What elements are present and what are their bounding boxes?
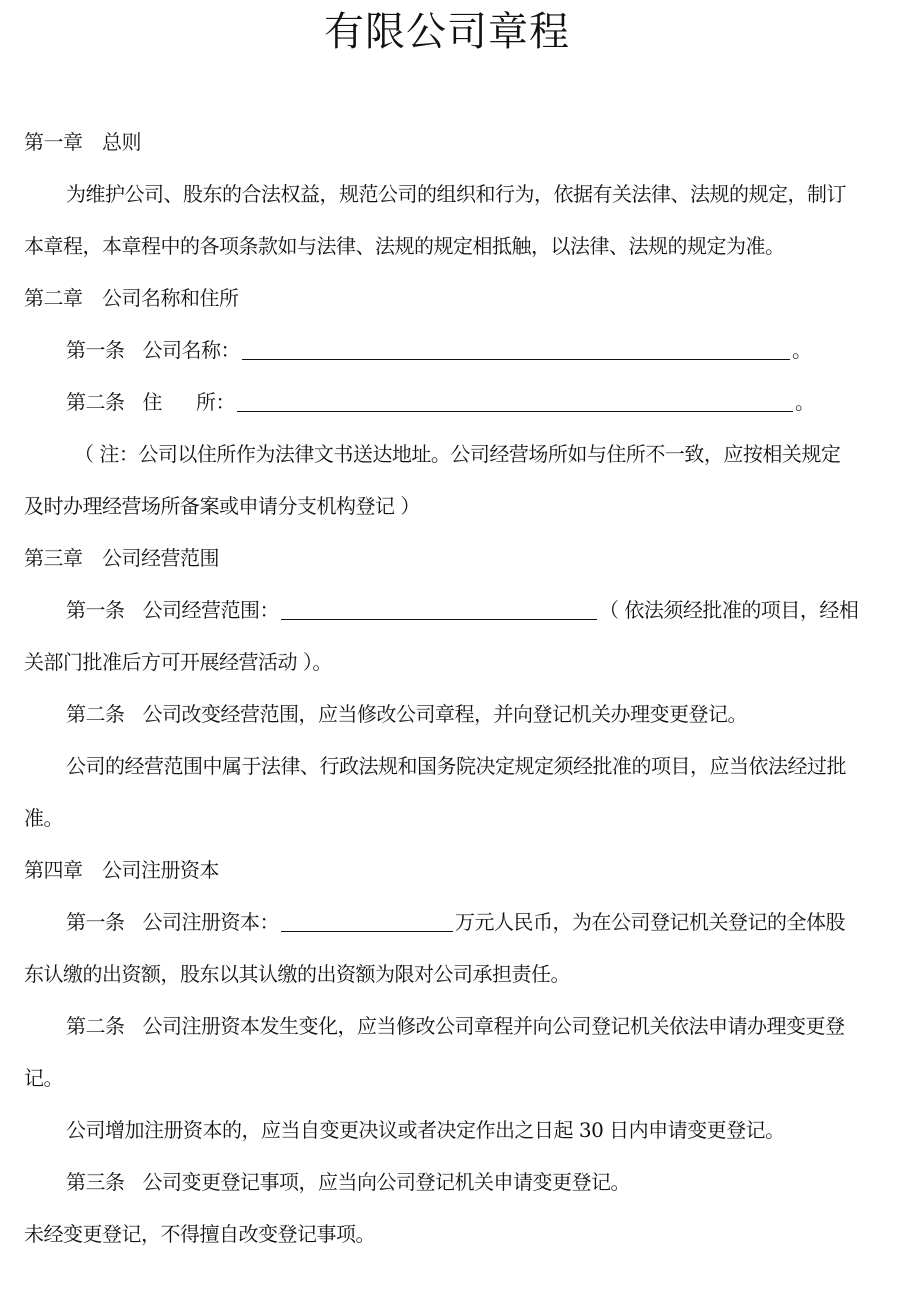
chapter-1-paragraph-line-2: 本章程，本章程中的各项条款如与法律、法规的规定相抵触，以法律、法规的规定为准。 [24, 234, 785, 258]
chapter-3-article-1 [24, 584, 874, 636]
business-scope-blank[interactable] [281, 599, 597, 620]
chapter-4-last-paragraph: 未经变更登记，不得擅自改变登记事项。 [24, 1222, 375, 1246]
address-label-part-1: 住 [142, 390, 162, 414]
chapter-3-article-1-line-2: 关部门批准后方可开展经营活动 ）。 [24, 650, 332, 674]
registered-capital-label: 公司注册资本： [142, 910, 279, 934]
chapter-3-paragraph-line-2: 准。 [24, 806, 63, 830]
article-text: 公司注册资本发生变化，应当修改公司章程并向公司登记机关依法申请办理变更登 [142, 1014, 845, 1038]
company-name-blank[interactable] [242, 339, 790, 360]
article-label: 第一条 [66, 338, 125, 362]
chapter-4-heading: 第四章 公司注册资本 [24, 858, 219, 882]
article-label: 第二条 [66, 1014, 125, 1038]
chapter-3-paragraph-line-1: 公司的经营范围中属于法律、行政法规和国务院决定规定须经批准的项目，应当依法经过批 [66, 754, 846, 778]
chapter-3-article-2 [24, 688, 874, 740]
article-text: 公司变更登记事项，应当向公司登记机关申请变更登记。 [142, 1170, 630, 1194]
chapter-4-article-1-line-2: 东认缴的出资额，股东以其认缴的出资额为限对公司承担责任。 [24, 962, 570, 986]
business-scope-label: 公司经营范围： [142, 598, 279, 622]
chapter-4-article-2-line-2: 记。 [24, 1066, 63, 1090]
chapter-4-article-2 [24, 1000, 874, 1052]
chapter-3-heading: 第三章 公司经营范围 [24, 546, 219, 570]
chapter-2-article-1 [24, 324, 874, 376]
article-label: 第一条 [66, 598, 125, 622]
punctuation: 。 [792, 338, 812, 362]
chapter-2-article-2 [24, 376, 874, 428]
chapter-4-increase-paragraph: 公司增加注册资本的，应当自变更决议或者决定作出之日起 30 日内申请变更登记。 [66, 1118, 785, 1142]
chapter-4-article-3 [24, 1156, 874, 1208]
business-scope-note: （ 依法须经批准的项目，经相 [599, 598, 859, 622]
chapter-4-article-1 [24, 896, 874, 948]
chapter-2-heading: 第二章 公司名称和住所 [24, 286, 239, 310]
punctuation: 。 [795, 390, 815, 414]
chapter-1-paragraph-line-1: 为维护公司、股东的合法权益，规范公司的组织和行为，依据有关法律、法规的规定，制订 [66, 182, 846, 206]
registered-capital-text: 万元人民币，为在公司登记机关登记的全体股 [455, 910, 845, 934]
address-blank[interactable] [237, 391, 793, 412]
article-label: 第三条 [66, 1170, 125, 1194]
chapter-2-note-line-2: 及时办理经营场所备案或申请分支机构登记 ） [24, 494, 420, 518]
chapter-1-heading: 第一章 总则 [24, 130, 141, 154]
article-label: 第二条 [66, 390, 125, 414]
company-name-label: 公司名称： [142, 338, 240, 362]
article-label: 第二条 [66, 702, 125, 726]
address-label-part-2: 所： [196, 390, 235, 414]
document-title: 有限公司章程 [324, 9, 570, 55]
document-body [24, 116, 874, 1260]
article-label: 第一条 [66, 910, 125, 934]
article-text: 公司改变经营范围，应当修改公司章程，并向登记机关办理变更登记。 [142, 702, 747, 726]
chapter-2-note-line-1: （ 注：公司以住所作为法律文书送达地址。公司经营场所如与住所不一致，应按相关规定 [74, 442, 841, 466]
registered-capital-blank[interactable] [281, 911, 453, 932]
